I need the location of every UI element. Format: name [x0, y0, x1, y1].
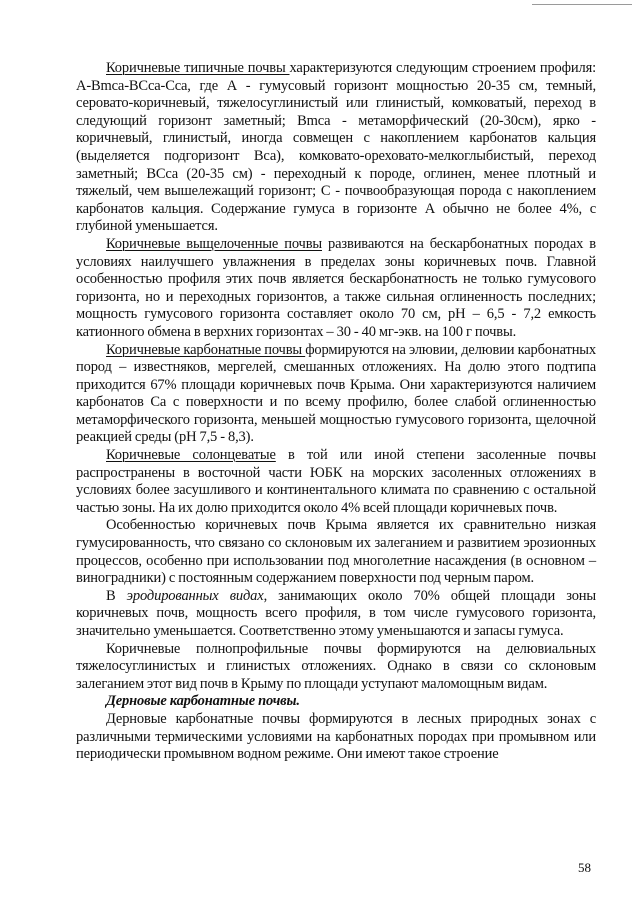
paragraph-text: Коричневые полнопрофильные почвы формируются на делювиальных тяжелосуглинистых и глинистых отложениях. Однако в связи со склоновым залеганием этот вид почв в Крыму по площади уступают маломощным видам. — [76, 640, 596, 692]
term-leached: Коричневые выщелоченные почвы — [106, 235, 322, 252]
heading-sod-carbonate: Дерновые карбонатные почвы. — [106, 693, 300, 710]
paragraph-text: в той или иной степени засоленные почвы распространены в восточной части ЮБК на морских засоленных отложениях в условиях более засушливого и континентального климата по сравнению с остальной частью зоны. На их долю приходится около 4% всей площади коричневых почв. — [76, 447, 596, 516]
term-eroded: эродированных видах — [126, 587, 264, 604]
paragraph-lead: В — [106, 587, 127, 604]
paragraph-text: Дерновые карбонатные почвы формируются в лесных природных зонах с различными термическими условиями на карбонатных породах при промывном или периодически промывном водном режиме. Они имеют такое строение — [76, 710, 596, 763]
paragraph-sod-carbonate — [76, 711, 596, 764]
paragraph-full-profile — [76, 641, 596, 694]
paragraph-text: , занимающих около 70% общей площади зоны коричневых почв, мощность всего профиля, в том числе гумусового горизонта, значительно уменьшается. Соответственно этому уменьшаются и запасы гумуса. — [76, 587, 597, 639]
term-carbonate: Коричневые карбонатные почвы — [106, 341, 306, 358]
paragraph-typical — [76, 60, 596, 236]
paragraph-humus — [76, 517, 596, 587]
page-number: 58 — [578, 860, 591, 875]
top-rule — [532, 4, 632, 5]
paragraph-solonetz — [76, 447, 596, 517]
document-page — [76, 60, 596, 764]
paragraph-text: формируются на элювии, делювии карбонатных пород – известняков, мергелей, смешанных отложениях. На долю этого подтипа приходится 67% площади коричневых почв Крыма. Они характеризуются наличием карбонатов Са с поверхности и по всему профилю, более слабой оглиненностью метаморфического горизонта, меньшей мощностью гумусового горизонта, щелочной реакцией среды (pH 7,5 - 8,3). — [76, 341, 596, 446]
paragraph-leached — [76, 236, 596, 342]
term-solonetz: Коричневые солонцеватые — [106, 447, 276, 464]
paragraph-eroded — [76, 588, 596, 641]
term-typical: Коричневые типичные почвы — [106, 60, 290, 76]
section-heading — [76, 693, 596, 711]
paragraph-text: характеризуются следующим строением профиля: А-Bmca-BCca-Cca, где А - гумусовый горизонт мощностью 20-35 см, темный, серовато-коричневый, тяжелосуглинистый или глинистый, комковатый, переход в следующий горизонт заметный; Bmca - метаморфический (20-30см), ярко - коричневый, глинистый, иногда совмещен с накоплением карбонатов кальция (выделяется подгоризонт Вса), комковато-ореховато-мелкоглыбистый, переход заметный; BCca (20-35 см) - переходный к породе, оглинен, менее плотный и тяжелый, чем вышележащий горизонт; С - почвообразующая порода с накоплением карбонатов кальция. Содержание гумуса в горизонте А обычно не более 4%, с глубиной уменьшается. — [76, 60, 596, 235]
paragraph-text: развиваются на бескарбонатных породах в условиях наилучшего увлажнения в пределах зоны коричневых почв. Главной особенностью профиля этих почв является бескарбонатность не только гумусового горизонта, но и переходных горизонтов, а также сильная оглиненность последних; мощность гумусового горизонта составляет около 70 см, pH – 6,5 - 7,2 емкость катионного обмена в верхних горизонтах – 30 - 40 мг-экв. на 100 г почвы. — [76, 235, 596, 340]
paragraph-carbonate — [76, 342, 596, 448]
paragraph-text: Особенностью коричневых почв Крыма является их сравнительно низкая гумусированность, что связано со склоновым их залеганием и развитием эрозионных процессов, особенно при использовании под многолетние насаждения (в основном – виноградники) с постоянным содержанием поверхности под черным паром. — [76, 517, 596, 587]
